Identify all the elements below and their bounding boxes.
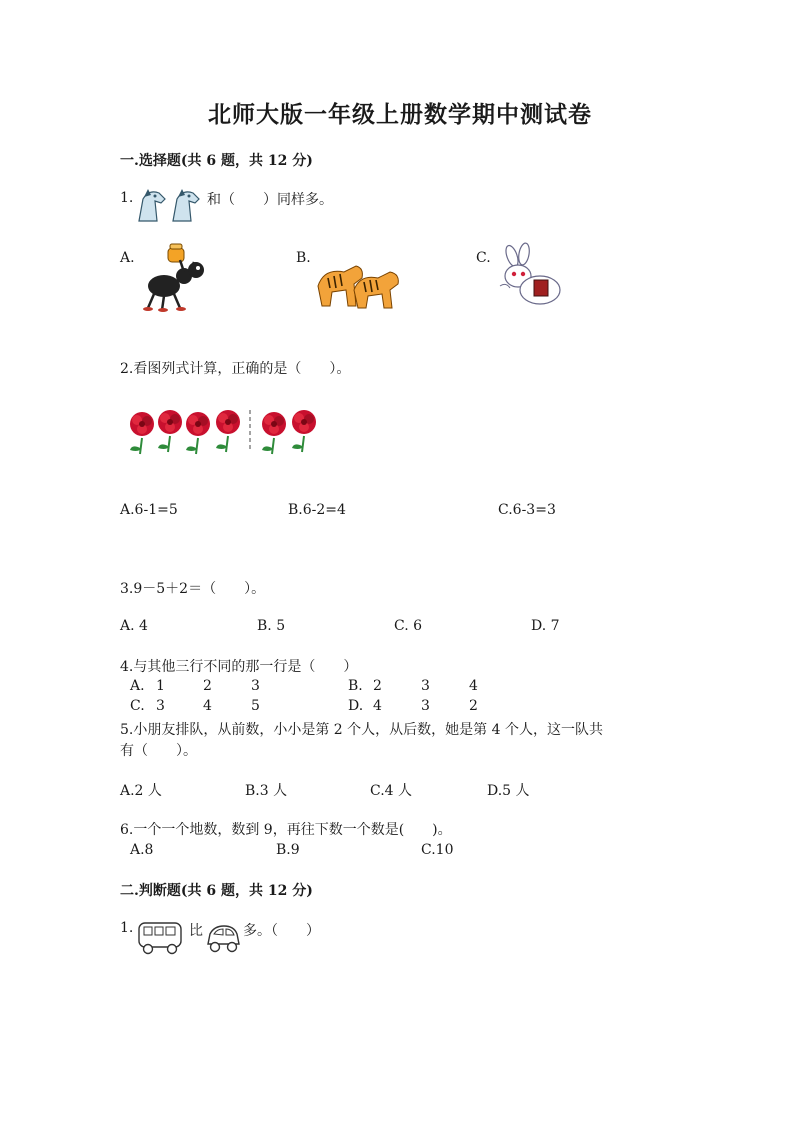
j1-bi: 比 bbox=[189, 923, 203, 939]
q4-row-a-value: 2 bbox=[203, 678, 212, 694]
q4-row-a-value: 3 bbox=[251, 678, 260, 694]
q4-row-b-value: 3 bbox=[421, 678, 430, 694]
q4-row-c-label: C. bbox=[130, 698, 145, 714]
q2-option-b: B.6-2=4 bbox=[288, 502, 346, 518]
q5-option-b: B.3 人 bbox=[245, 783, 288, 799]
page-title: 北师大版一年级上册数学期中测试卷 bbox=[208, 101, 592, 128]
q4-row-a-label: A. bbox=[130, 678, 145, 694]
q1-option-c: C. bbox=[476, 250, 491, 266]
q4-text: 4.与其他三行不同的那一行是（ ） bbox=[120, 659, 358, 675]
q6-text: 6.一个一个地数，数到 9，再往下数一个数是( )。 bbox=[120, 822, 452, 838]
q4-row-d-value: 4 bbox=[373, 698, 382, 714]
q5-option-a: A.2 人 bbox=[120, 783, 162, 799]
q4-row-c-value: 4 bbox=[203, 698, 212, 714]
q2-option-c: C.6-3=3 bbox=[498, 502, 556, 518]
q5-option-c: C.4 人 bbox=[370, 783, 413, 799]
q3-text: 3.9－5＋2＝（ ）。 bbox=[120, 581, 266, 597]
q4-row-a-value: 1 bbox=[156, 678, 165, 694]
q5-text-line1: 5.小朋友排队，从前数，小小是第 2 个人，从后数，她是第 4 个人，这一队共 bbox=[120, 722, 603, 738]
q6-option-b: B.9 bbox=[276, 842, 300, 858]
section-heading-judgment: 二.判断题(共 6 题，共 12 分) bbox=[120, 883, 313, 899]
q3-option-a: A. 4 bbox=[120, 618, 148, 634]
q4-row-d-label: D. bbox=[348, 698, 364, 714]
q4-row-b-value: 4 bbox=[469, 678, 478, 694]
q1-number: 1. bbox=[120, 190, 134, 206]
q1-option-b: B. bbox=[296, 250, 311, 266]
q4-row-b-label: B. bbox=[348, 678, 363, 694]
section-heading-choice: 一.选择题(共 6 题，共 12 分) bbox=[120, 153, 313, 169]
q4-row-d-value: 2 bbox=[469, 698, 478, 714]
q6-option-c: C.10 bbox=[421, 842, 454, 858]
j1-tail: 多。（ ） bbox=[243, 923, 320, 939]
q3-option-b: B. 5 bbox=[257, 618, 286, 634]
q4-row-c-value: 3 bbox=[156, 698, 165, 714]
q1-text: 和（ ）同样多。 bbox=[207, 192, 333, 208]
j1-number: 1. bbox=[120, 920, 134, 936]
q4-row-d-value: 3 bbox=[421, 698, 430, 714]
q5-option-d: D.5 人 bbox=[487, 783, 530, 799]
q2-option-a: A.6-1=5 bbox=[120, 502, 178, 518]
horse-icon bbox=[135, 185, 207, 225]
car-icon bbox=[204, 918, 242, 956]
q4-row-b-value: 2 bbox=[373, 678, 382, 694]
q6-option-a: A.8 bbox=[130, 842, 154, 858]
q2-text: 2.看图列式计算，正确的是（ ）。 bbox=[120, 361, 351, 377]
bus-icon bbox=[136, 918, 186, 956]
tiger-icon bbox=[314, 250, 404, 310]
q5-text-line2: 有（ ）。 bbox=[120, 743, 197, 759]
flowers-icon bbox=[122, 408, 328, 456]
ant-icon bbox=[140, 244, 210, 312]
rabbit-icon bbox=[494, 246, 566, 308]
q1-option-a: A. bbox=[120, 250, 135, 266]
q3-option-d: D. 7 bbox=[531, 618, 560, 634]
q4-row-c-value: 5 bbox=[251, 698, 260, 714]
q3-option-c: C. 6 bbox=[394, 618, 423, 634]
